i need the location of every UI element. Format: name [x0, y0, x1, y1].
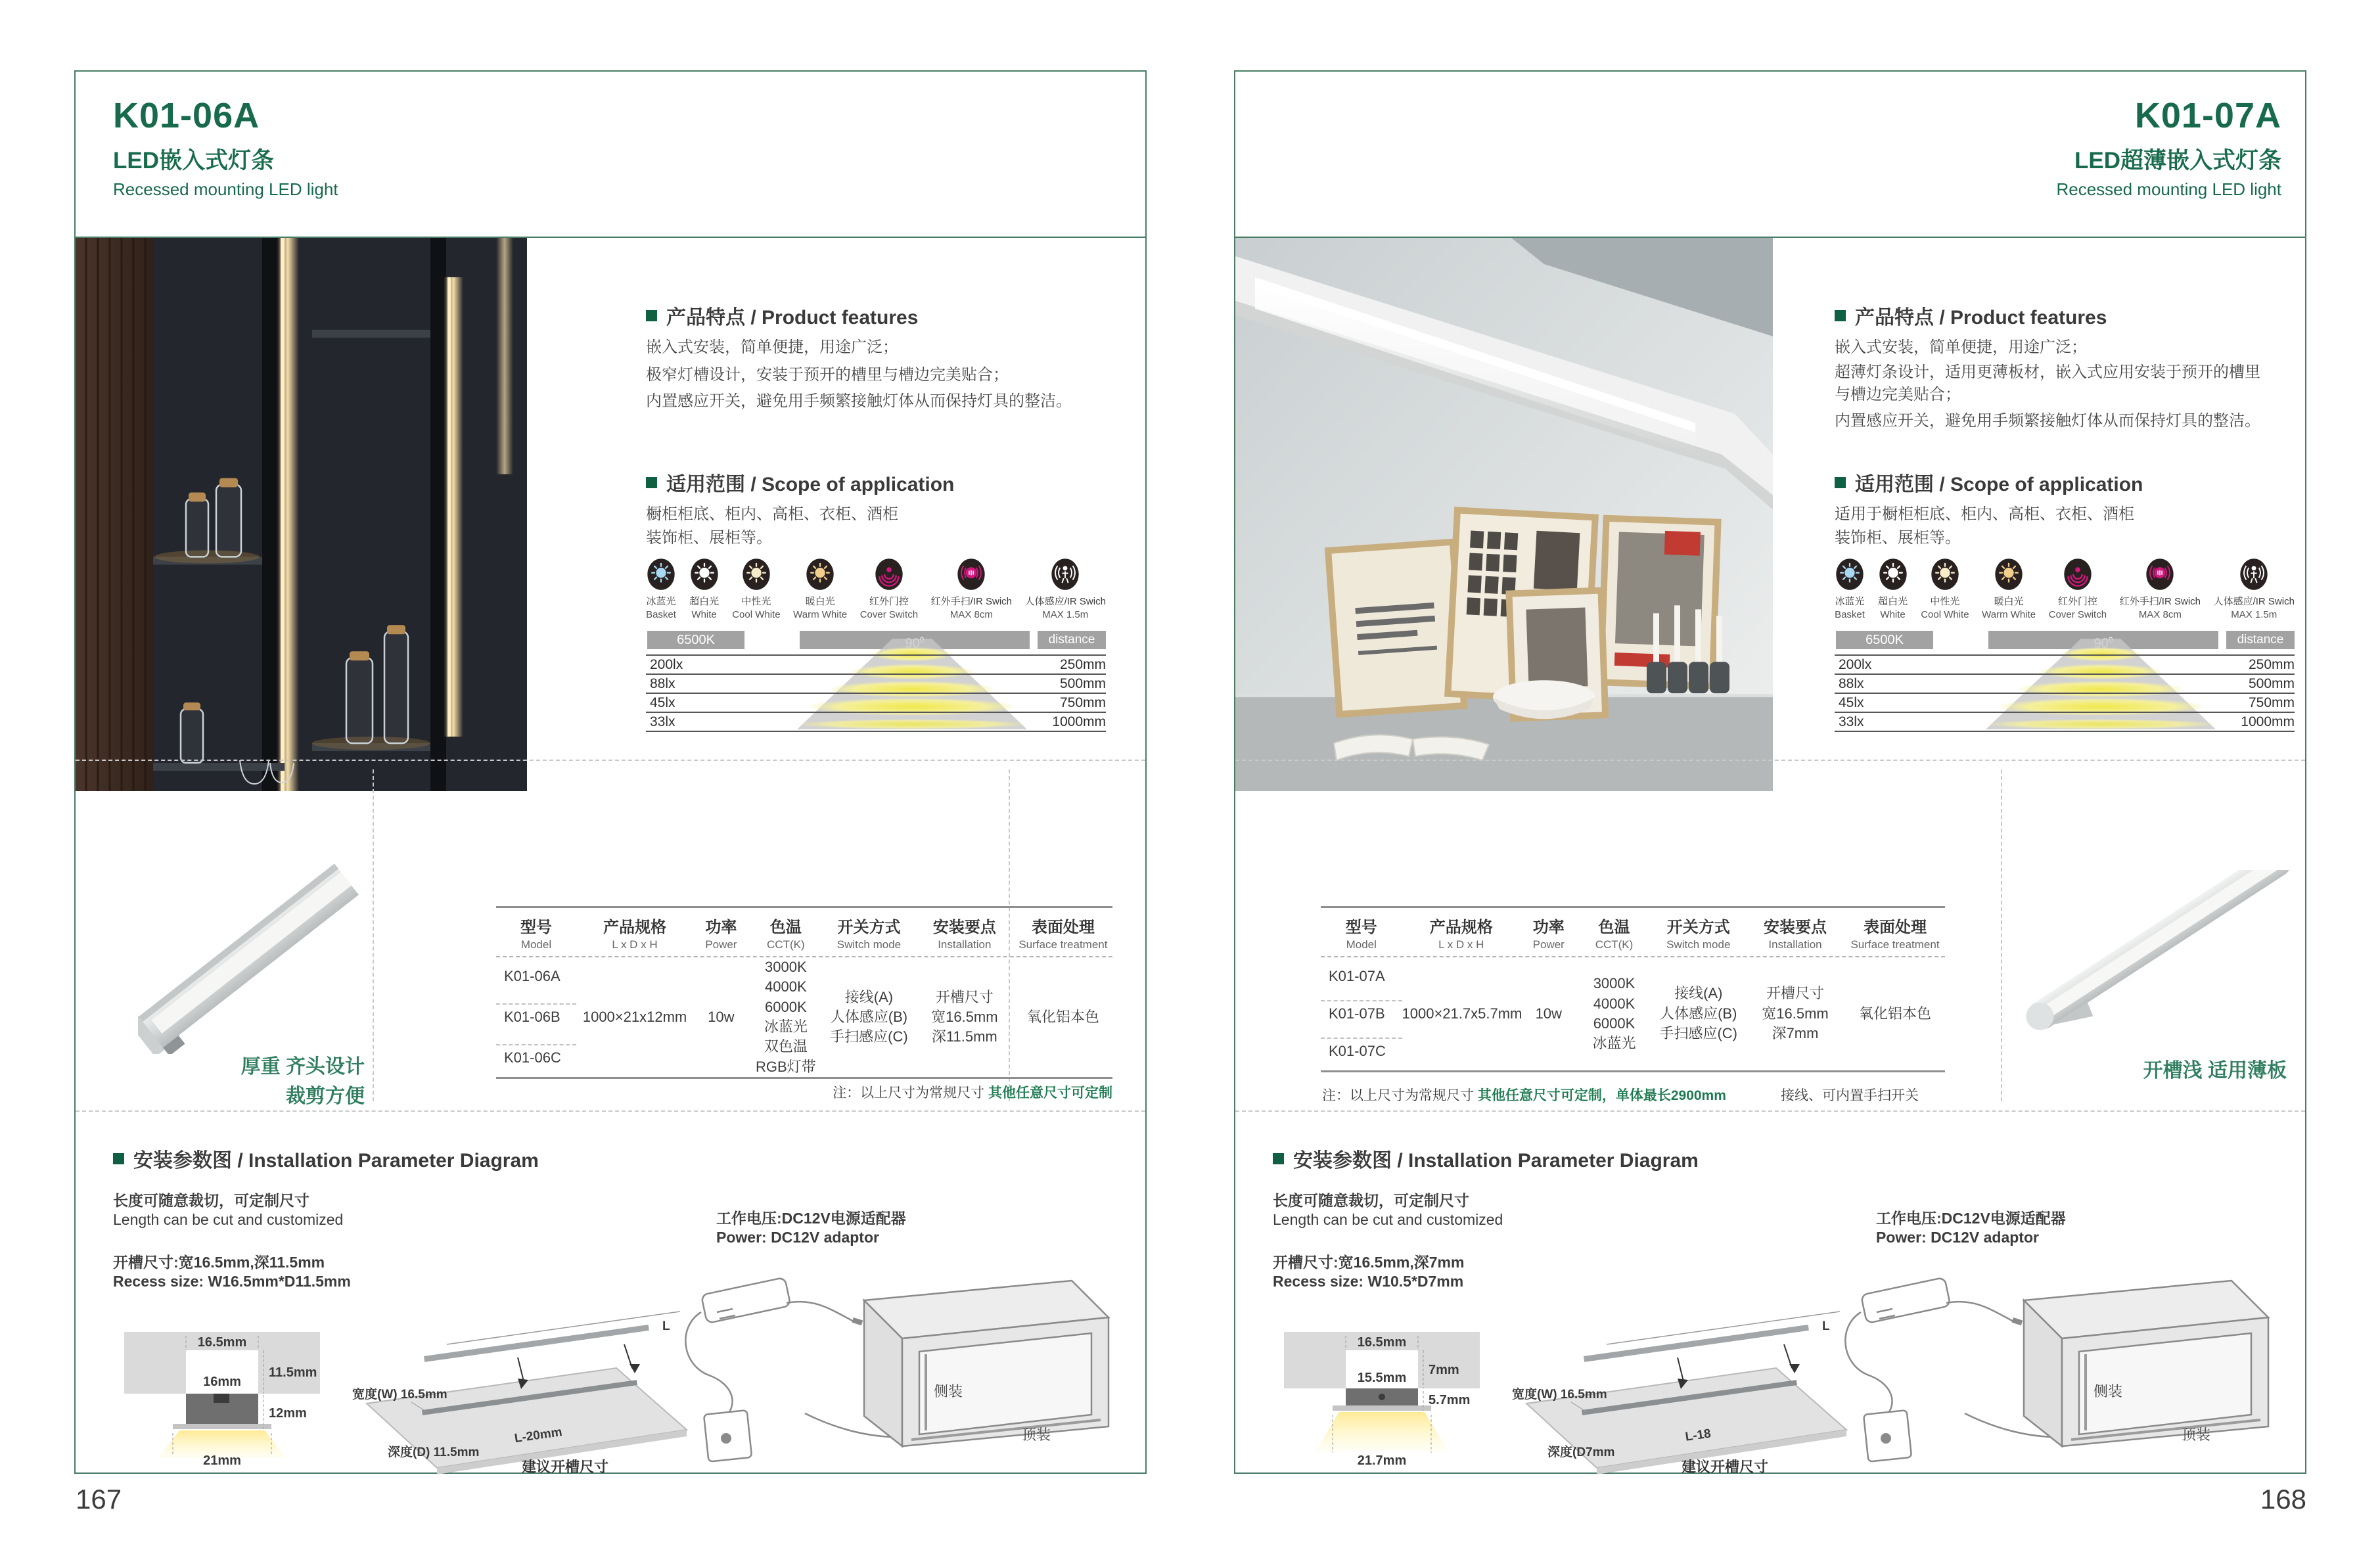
features-heading: 产品特点 / Product features — [1835, 301, 2107, 330]
scope-line: 适用于橱柜柜底、柜内、高柜、衣柜、酒柜 — [1835, 505, 2134, 523]
spec-table — [496, 906, 1112, 1079]
product-strip-photo — [2014, 870, 2297, 1054]
distance-value: 1000mm — [1052, 714, 1106, 729]
catalog-page-168 — [1234, 70, 2306, 1474]
svg-text:深度(D7mm: 深度(D7mm — [1547, 1446, 1615, 1459]
ir-door-sensor-icon — [874, 557, 904, 591]
slot-diagram — [1508, 1310, 1869, 1474]
recess-note-cn: 开槽尺寸:宽16.5mm,深7mm — [1273, 1254, 1465, 1271]
svg-text:L-20mm: L-20mm — [513, 1425, 563, 1446]
light-mode-icons — [1835, 557, 2295, 622]
distance-value: 250mm — [1059, 656, 1106, 672]
feature-line: 嵌入式安装，简单便捷，用途广泛； — [1835, 338, 2087, 356]
page-header — [2056, 95, 2281, 200]
dashed-vertical-divider — [373, 769, 374, 1101]
power-note-en: Power: DC12V adaptor — [716, 1229, 879, 1246]
chart-row — [646, 654, 1106, 673]
top-mount-label: 顶装 — [2182, 1426, 2211, 1443]
ir-hand-icon — [956, 557, 986, 591]
page-header — [113, 95, 338, 200]
spec-table-header — [496, 908, 1112, 957]
distance-value: 500mm — [2248, 675, 2295, 691]
distance-value: 1000mm — [2241, 714, 2295, 729]
model-column — [1321, 957, 1402, 1070]
icon-ice-blue-light: 冰蓝光 Basket — [1835, 557, 1865, 622]
spec-header-cell: 表面处理 Surface treatment — [1018, 919, 1108, 951]
svg-text:21.7mm: 21.7mm — [1357, 1453, 1407, 1466]
power-cell: 10w — [708, 1008, 735, 1025]
icon-white-light: 超白光 White — [689, 557, 720, 622]
power-cell: 10w — [1535, 1005, 1562, 1022]
features-heading: 产品特点 / Product features — [646, 301, 918, 330]
spec-header-cell: 安装要点 Installation — [932, 919, 996, 951]
scope-line: 橱柜柜底、柜内、高柜、衣柜、酒柜 — [646, 505, 898, 523]
sun-icon — [1835, 557, 1865, 591]
icon-ir-hand-switch: 红外手扫/IR Swich MAX 8cm — [931, 557, 1012, 622]
model-cell: K01-06B — [496, 1003, 576, 1032]
model-cell: K01-07B — [1321, 1000, 1402, 1029]
scope-heading: 适用范围 / Scope of application — [646, 468, 954, 497]
cut-note-en: Length can be cut and customized — [1273, 1211, 1503, 1228]
section-bullet — [1835, 310, 1846, 321]
icon-body-sensor: 人体感应/IR Swich MAX 1.5m — [1025, 557, 1106, 622]
cct-badge: 6500K — [647, 631, 744, 649]
product-strip-photo — [138, 863, 361, 1054]
lux-value: 200lx — [650, 656, 683, 672]
scope-line: 装饰柜、展柜等。 — [646, 529, 772, 547]
installation-cell: 开槽尺寸 宽16.5mm 深11.5mm — [931, 988, 998, 1045]
installation-heading: 安装参数图 / Installation Parameter Diagram — [1273, 1144, 1699, 1173]
section-bullet — [646, 310, 657, 321]
side-mount-label: 侧装 — [2094, 1383, 2123, 1400]
top-mount-label: 顶装 — [1022, 1426, 1051, 1443]
side-mount-label: 侧装 — [934, 1383, 963, 1400]
sun-icon — [689, 557, 720, 591]
chart-row — [646, 712, 1106, 731]
scope-heading: 适用范围 / Scope of application — [1835, 468, 2143, 497]
model-cell: K01-06A — [504, 968, 561, 984]
cut-note-cn: 长度可随意裁切，可定制尺寸 — [1273, 1192, 1469, 1209]
strip-caption: 厚重 齐头设计 裁剪方便 — [240, 1056, 365, 1107]
light-mode-icons — [646, 557, 1106, 622]
icon-body-sensor: 人体感应/IR Swich MAX 1.5m — [2214, 557, 2295, 622]
ir-door-sensor-icon — [2063, 557, 2093, 591]
icon-warm-white-light: 暖白光 Warm White — [1982, 557, 2036, 622]
cross-section-diagram — [114, 1295, 331, 1466]
dashed-divider — [1235, 1110, 2305, 1112]
svg-text:16.5mm: 16.5mm — [197, 1335, 247, 1350]
lux-value: 200lx — [1839, 656, 1872, 672]
icon-cover-switch: 红外门控 Cover Switch — [860, 557, 918, 622]
wiring-note: 接线、可内置手扫开关 — [1781, 1088, 1919, 1103]
spec-header-cell: 安装要点 Installation — [1764, 919, 1827, 951]
feature-line: 内置感应开关，避免用手频繁接触灯体从而保持灯具的整洁。 — [1835, 412, 2260, 430]
svg-text:11.5mm: 11.5mm — [269, 1365, 317, 1380]
person-sensor-icon — [2239, 557, 2269, 591]
dashed-divider — [76, 1110, 1145, 1112]
page-number: 167 — [76, 1484, 122, 1515]
svg-text:建议开槽尺寸: 建议开槽尺寸 — [521, 1459, 609, 1474]
spec-header-cell: 型号 Model — [520, 919, 552, 951]
ir-hand-icon — [2145, 557, 2175, 591]
svg-text:L: L — [662, 1319, 670, 1333]
installation-heading: 安装参数图 / Installation Parameter Diagram — [113, 1144, 539, 1173]
section-bullet — [113, 1153, 124, 1164]
spec-header-cell: 型号 Model — [1345, 919, 1377, 951]
shelf-scene-graphic — [1235, 238, 1773, 791]
chart-row — [1835, 693, 2295, 712]
cut-note-en: Length can be cut and customized — [113, 1211, 344, 1228]
cut-note-cn: 长度可随意裁切，可定制尺寸 — [113, 1192, 309, 1209]
icon-warm-white-light: 暖白光 Warm White — [793, 557, 847, 622]
spec-header-cell: 开关方式 Switch mode — [1666, 919, 1731, 951]
sun-icon — [646, 557, 676, 591]
svg-text:建议开槽尺寸: 建议开槽尺寸 — [1681, 1459, 1769, 1474]
spec-header-cell: 功率 Power — [1532, 919, 1565, 951]
wiring-diagram — [1827, 1249, 2293, 1466]
power-note-en: Power: DC12V adaptor — [1876, 1229, 2039, 1246]
feature-line: 内置感应开关，避免用手频繁接触灯体从而保持灯具的整洁。 — [646, 392, 1072, 410]
svg-text:L: L — [1822, 1319, 1830, 1333]
chart-row — [1835, 712, 2295, 731]
cct-cell: 3000K 4000K 6000K 冰蓝光 双色温 RGB灯带 — [755, 959, 816, 1075]
lux-value: 88lx — [1839, 675, 1864, 691]
size-note: 注：以上尺寸为常规尺寸 其他任意尺寸可定制，单体最长2900mm — [1322, 1088, 1726, 1103]
dashed-divider — [1235, 760, 2305, 761]
dashed-vertical-divider — [2001, 769, 2002, 1101]
lux-value: 45lx — [1839, 695, 1864, 710]
sun-icon — [805, 557, 835, 591]
lux-value: 33lx — [1839, 714, 1864, 729]
installation-cell: 开槽尺寸 宽16.5mm 深7mm — [1762, 985, 1829, 1042]
spec-table-header — [1321, 908, 1945, 957]
distance-value: 750mm — [1059, 695, 1106, 710]
svg-text:L-18: L-18 — [1684, 1426, 1712, 1444]
icon-ice-blue-light: 冰蓝光 Basket — [646, 557, 676, 622]
spec-header-cell: 功率 Power — [705, 919, 737, 951]
spec-table — [1321, 906, 1945, 1072]
wiring-diagram — [667, 1249, 1133, 1466]
spec-table-body — [496, 957, 1112, 1077]
svg-text:宽度(W) 16.5mm: 宽度(W) 16.5mm — [1512, 1388, 1607, 1402]
svg-text:深度(D) 11.5mm: 深度(D) 11.5mm — [388, 1446, 480, 1459]
catalog-page-167 — [74, 70, 1147, 1474]
product-title-en: Recessed mounting LED light — [113, 179, 338, 199]
spec-table-body — [1321, 957, 1945, 1070]
section-bullet — [646, 477, 657, 488]
sun-icon — [1994, 557, 2024, 591]
power-note-cn: 工作电压:DC12V电源适配器 — [1876, 1210, 2066, 1227]
distance-badge: distance — [1038, 631, 1106, 649]
lux-value: 33lx — [650, 714, 675, 729]
chart-row — [646, 673, 1106, 693]
page-number: 168 — [2260, 1484, 2306, 1515]
info-column — [1835, 238, 2295, 791]
sun-icon — [1930, 557, 1960, 591]
product-title-cn: LED超薄嵌入式灯条 — [2074, 148, 2281, 173]
person-sensor-icon — [1050, 557, 1080, 591]
cross-section-diagram — [1273, 1295, 1490, 1466]
feature-line: 嵌入式安装，简单便捷，用途广泛； — [646, 338, 898, 356]
feature-line: 超薄灯条设计，适用更薄板材，嵌入式应用安装于预开的槽里 — [1835, 363, 2260, 381]
svg-text:12mm: 12mm — [269, 1406, 307, 1421]
svg-text:16mm: 16mm — [203, 1375, 241, 1389]
svg-text:宽度(W) 16.5mm: 宽度(W) 16.5mm — [352, 1388, 447, 1402]
light-distribution-chart — [1835, 654, 2295, 732]
product-title-cn: LED嵌入式灯条 — [113, 148, 275, 173]
surface-cell: 氧化铝本色 — [1858, 1005, 1931, 1022]
cct-badge: 6500K — [1836, 631, 1933, 649]
product-scene-photo — [76, 238, 527, 791]
recess-note-cn: 开槽尺寸:宽16.5mm,深11.5mm — [113, 1254, 325, 1271]
icon-white-light: 超白光 White — [1878, 557, 1908, 622]
section-bullet — [1835, 477, 1846, 488]
size-cell: 1000×21.7x5.7mm — [1402, 1005, 1522, 1022]
dashed-divider — [76, 760, 1145, 761]
spec-header-cell: 开关方式 Switch mode — [836, 919, 902, 951]
distance-value: 500mm — [1059, 675, 1106, 691]
cct-cell: 3000K 4000K 6000K 冰蓝光 — [1592, 975, 1636, 1052]
spec-header-cell: 色温 CCT(K) — [767, 919, 805, 951]
product-title-en: Recessed mounting LED light — [2056, 179, 2281, 199]
section-bullet — [1273, 1153, 1284, 1164]
product-scene-photo — [1235, 238, 1773, 791]
power-note-cn: 工作电压:DC12V电源适配器 — [716, 1210, 906, 1227]
chart-row — [1835, 673, 2295, 693]
cabinet-scene-graphic — [76, 238, 527, 791]
feature-line: 极窄灯槽设计，安装于预开的槽里与槽边完美贴合； — [646, 366, 1009, 384]
model-cell: K01-06C — [496, 1044, 576, 1073]
chart-row — [646, 693, 1106, 712]
distance-value: 250mm — [2248, 656, 2295, 672]
scope-line: 装饰柜、展柜等。 — [1835, 529, 1961, 547]
svg-text:15.5mm: 15.5mm — [1357, 1371, 1407, 1385]
svg-text:21mm: 21mm — [203, 1453, 241, 1466]
size-cell: 1000×21x12mm — [582, 1008, 687, 1025]
recess-note-en: Recess size: W10.5*D7mm — [1273, 1273, 1464, 1290]
size-note: 注：以上尺寸为常规尺寸 其他任意尺寸可定制 — [833, 1085, 1112, 1101]
light-distribution-chart — [646, 654, 1106, 732]
icon-ir-hand-switch: 红外手扫/IR Swich MAX 8cm — [2120, 557, 2201, 622]
model-code: K01-06A — [113, 96, 260, 135]
sun-icon — [741, 557, 771, 591]
icon-cool-white-light: 中性光 Cool White — [732, 557, 780, 622]
icon-cool-white-light: 中性光 Cool White — [1921, 557, 1969, 622]
switch-cell: 接线(A) 人体感应(B) 手扫感应(C) — [1659, 985, 1738, 1042]
sun-icon — [1878, 557, 1908, 591]
model-code: K01-07A — [2134, 96, 2281, 135]
spec-header-cell: 色温 CCT(K) — [1595, 919, 1634, 951]
spec-header-cell: 产品规格 L x D x H — [603, 919, 667, 951]
icon-cover-switch: 红外门控 Cover Switch — [2049, 557, 2107, 622]
svg-text:16.5mm: 16.5mm — [1357, 1335, 1407, 1350]
lux-value: 88lx — [650, 675, 675, 691]
distance-badge: distance — [2226, 631, 2295, 649]
spec-header-cell: 产品规格 L x D x H — [1429, 919, 1493, 951]
surface-cell: 氧化铝本色 — [1026, 1008, 1099, 1025]
distance-value: 750mm — [2248, 695, 2295, 710]
recess-note-en: Recess size: W16.5mm*D11.5mm — [113, 1273, 351, 1290]
feature-line: 与槽边完美贴合； — [1835, 386, 1961, 403]
info-column — [646, 238, 1106, 791]
svg-text:5.7mm: 5.7mm — [1429, 1393, 1471, 1407]
strip-caption: 开槽浅 适用薄板 — [2143, 1060, 2287, 1082]
spec-header-cell: 表面处理 Surface treatment — [1850, 919, 1940, 951]
slot-diagram — [348, 1310, 710, 1474]
chart-row — [1835, 654, 2295, 673]
model-cell: K01-07A — [1329, 968, 1385, 984]
model-column — [496, 957, 576, 1077]
svg-text:7mm: 7mm — [1429, 1363, 1459, 1377]
lux-value: 45lx — [650, 695, 675, 710]
model-cell: K01-07C — [1321, 1038, 1402, 1066]
switch-cell: 接线(A) 人体感应(B) 手扫感应(C) — [830, 988, 908, 1045]
